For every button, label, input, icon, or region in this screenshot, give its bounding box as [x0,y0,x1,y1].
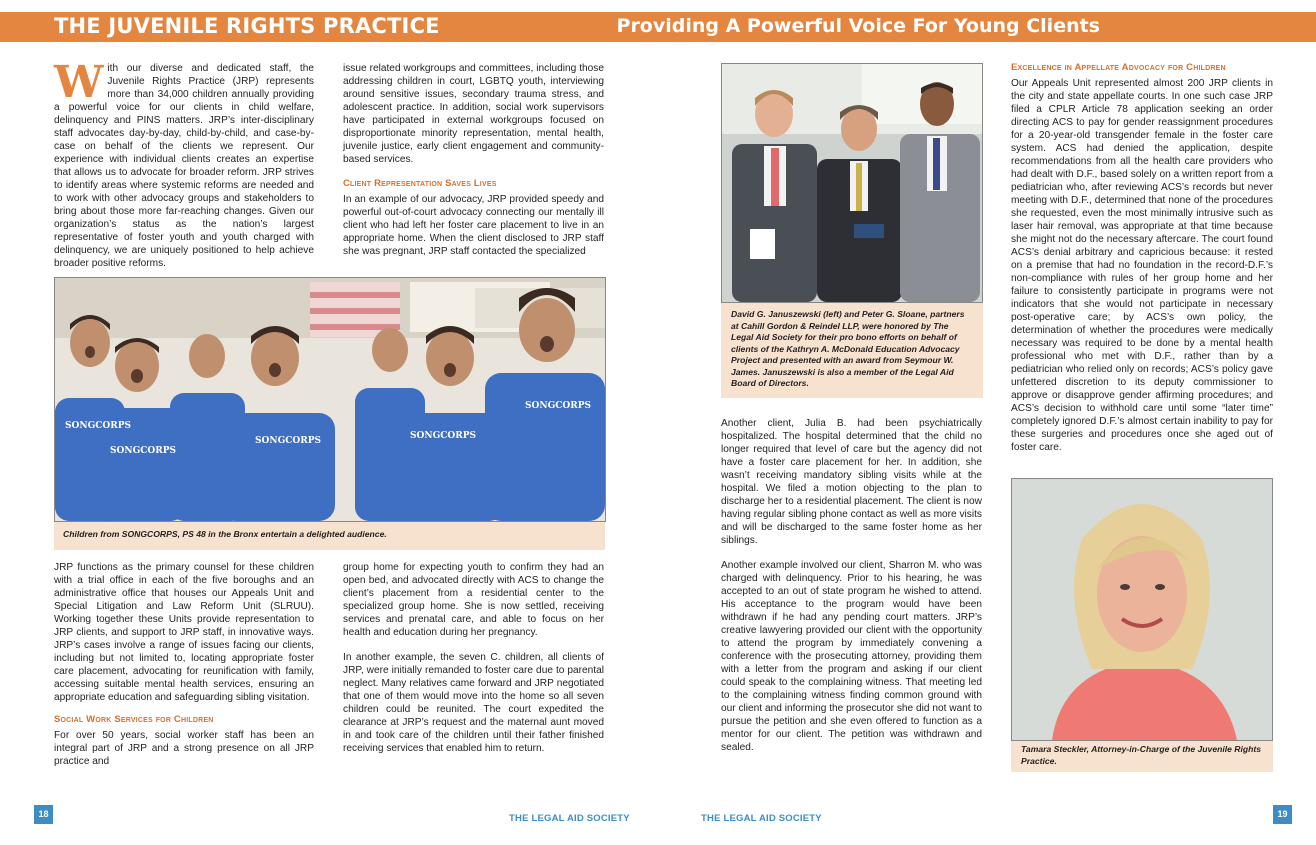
text-column-3 [54,561,314,780]
section-heading-social-work: Social Work Services for Children [54,714,214,725]
intro-text: ith our diverse and dedicated staff, the Juvenile Rights Practice (JRP) represents more than 34,000 children annually providing a powerful voice for our clients in child welfare, delinquency and PINS matters. JRP’s inter-disciplinary staff advocates day-by-day, child-by-child, and case-by-case on behalf of the clients we represent. Our experience with individual clients creates an expertise that allows us to advocate for broader reform. JRP strives to identify areas where systemic reforms are needed and to work with other advocacy groups and stakeholders to bring about those more far-reaching changes. Given our organization’s status as the nation’s largest representative of foster youth and youth charged with delinquency, we are uniquely positioned to help achieve broader positive reforms. [54,63,314,269]
footer-left-text: THE LEGAL AID SOCIETY [509,813,630,824]
shirt-label: SONGCORPS [525,401,592,411]
footer-right-text: THE LEGAL AID SOCIETY [701,813,822,824]
seven-children-paragraph: In another example, the seven C. children, all clients of JRP, were initially remanded to foster care due to parental neglect. Many relatives came forward and JRP negotiated that one of them would move into the home so all seven children could be reunited. The court expedited the clearance at JRP’s request and the maternal aunt moved in and took care of the children until their father finished receiving services that enabled him to return. [343,652,604,754]
sharron-paragraph: Another example involved our client, Sharron M. who was charged with delinquency. Prior to his hearing, he was accepted to an out of state program he wished to attend. His acceptance to the program would have been withdrawn if he had any pending court matters. JRP’s creative lawyering provided our client with the opportunity to attend the program by immediately convening a conference with the prosecuting attorney, providing them with a letter from the program and asking if our client could speak to the complaining witness. That meeting led to the complaining witness finding common ground with our client and informing the prosecutor she did not want to pursue the petition and she even offered to function as a mentor for our client. The petition was withdrawn and sealed. [721,560,982,753]
portrait-photo [1011,478,1273,741]
drop-cap: W [54,57,104,108]
page-number-right: 19 [1273,805,1292,824]
appeals-paragraph: Our Appeals Unit represented almost 200 JRP clients in the city and state appellate courts. In one such case JRP filed a CPLR Article 78 application seeking an order directing ACS to pay for gender reassignment procedures for a 20-year-old transgender female in the foster care system. ACS had denied the application, despite recommendations from all the health care providers who had dealt with D.F., based solely on a written report from a pediatrician who, after reviewing ACS’s records but never meeting with D.F., determined that none of the procedures she requested, even the most minimally intrusive such as laser hair removal, was appropriate at that time because she might not do the necessary aftercare. The court found ACS’s denial arbitrary and capricious because: it rested on a premise that had no foundation in the record-D.F.’s non-compliance with rules of her group home and her failure to consistently participate in programs were not indicators that she would not participate in necessary post-operative care; by ACS’s own policy, the determination of whether the procedures were medically necessary was required to be done by a mental health professional who met with D.F., rather than by a pediatrician who relied only on records; ACS’s policy gave unfettered discretion to its deputy commissioner to approve or disapprove gender affirming procedures; and ACS’s decision to withhold care until some “later time” completely ignored D.F.’s almost certain inability to pay for these surgeries and procedures once she aged out of foster care. [1011,78,1273,453]
social-work-paragraph: For over 50 years, social worker staff has been an integral part of JRP and a strong presence on all JRP practice and [54,730,314,767]
section-heading-appellate: Excellence in Appellate Advocacy for Children [1011,62,1226,73]
award-photo [721,63,983,303]
text-column-4 [343,561,604,767]
section-heading-client-representation: Client Representation Saves Lives [343,178,497,189]
award-caption: David G. Januszewski (left) and Peter G. Sloane, partners at Cahill Gordon & Reindel LLP, were honored by The Legal Aid Society for their pro bono efforts on behalf of clients of the Kathryn A. McDonald Education Advocacy Project and presented with an award from Seymour W. James. Januszewski is also a member of the Legal Aid Board of Directors. [731,309,965,388]
songcorps-photo [54,277,606,522]
group-home-paragraph: group home for expecting youth to confirm they had an open bed, and advocated directly with ACS to change the client’s placement from a residential center to the specialized group home. She is now settled, receiving services and prenatal care, and able to focus on her health and education during her pregnancy. [343,562,604,638]
text-column-1 [54,57,314,282]
text-column-6 [1011,62,1273,466]
text-column-5 [721,417,982,766]
portrait-caption: Tamara Steckler, Attorney-in-Charge of the Juvenile Rights Practice. [1021,744,1262,766]
client-representation-paragraph: In an example of our advocacy, JRP provided speedy and powerful out-of-court advocacy connecting our mentally ill client who had left her foster care placement to live in an appropriate home. When the client disclosed to JRP staff she was pregnant, JRP staff contacted the specialized [343,194,604,257]
primary-counsel-paragraph: JRP functions as the primary counsel for these children with a trial office in each of the five boroughs and an administrative office that houses our Appeals Unit and Special Litigation and Law Reform Unit (SLRUU). Working together these Units provide representation to JRP clients, and support to JRP staff, in innovative ways. JRP’s cases involve a range of issues facing our clients, including but not limited to, locating appropriate foster care placement, advocating for reunification with family, accessing suitable mental health services, ensuring an appropriate education and safeguarding sibling visitation. [54,562,314,703]
left-page-title: THE JUVENILE RIGHTS PRACTICE [54,14,440,38]
shirt-label: SONGCORPS [110,446,177,456]
shirt-label: SONGCORPS [255,436,322,446]
shirt-label: SONGCORPS [410,431,477,441]
songcorps-caption: Children from SONGCORPS, PS 48 in the Bronx entertain a delighted audience. [63,529,387,539]
workgroups-paragraph: issue related workgroups and committees, including those addressing children in court, LGBTQ youth, interviewing around sensitive issues, secondary trauma stress, and adolescent practice. In addition, social work supervisors have participated in external workgroups focused on disproportionate minority representation, mental health, juvenile justice, early client engagement and community-based services. [343,63,604,165]
julia-paragraph: Another client, Julia B. had been psychiatrically hospitalized. The hospital determined that the child no longer required that level of care but the agency did not have a foster care placement for her. In addition, she wasn’t receiving mandatory sibling visits while at the hospital. We filed a motion objecting to the plan to discharge her to a residential placement. The client is now having regular sibling phone contact as well as more visits and will be discharged to the same foster home as her siblings. [721,418,982,546]
shirt-label: SONGCORPS [65,421,132,431]
page-number-left: 18 [34,805,53,824]
right-page-title: Providing A Powerful Voice For Young Clients [616,15,1100,37]
intro-paragraph [54,57,314,270]
text-column-2 [343,62,604,270]
